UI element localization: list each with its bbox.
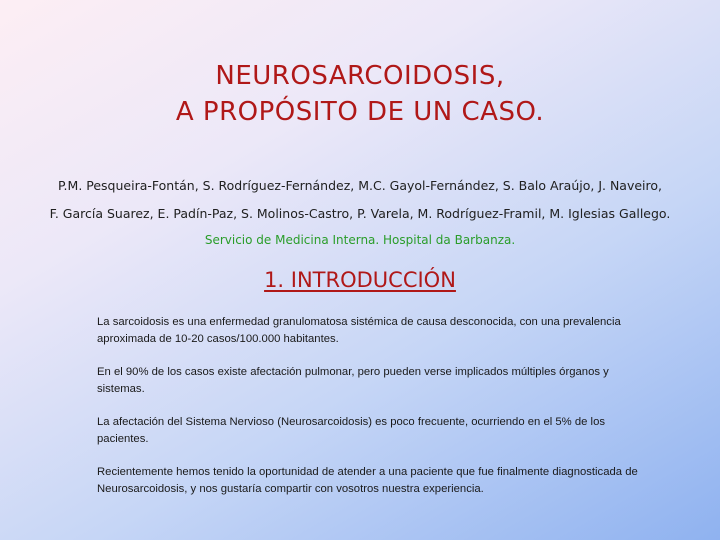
paragraph: Recientemente hemos tenido la oportunidad de atender a una paciente que fue finalmente diagnosticada de Neurosarcoidosis, y nos gustaría compartir con vosotros nuestra experiencia. bbox=[97, 466, 638, 495]
author-list bbox=[20, 172, 700, 228]
intro-body bbox=[97, 314, 642, 514]
paragraph: La afectación del Sistema Nervioso (Neurosarcoidosis) es poco frecuente, ocurriendo en el 5% de los pacientes. bbox=[97, 416, 606, 445]
section-heading bbox=[0, 266, 720, 294]
paragraph: En el 90% de los casos existe afectación pulmonar, pero pueden verse implicados múltiples órganos y sistemas. bbox=[97, 366, 609, 395]
author-line-2: F. García Suarez, E. Padín-Paz, S. Molinos-Castro, P. Varela, M. Rodríguez-Framil, M. Iglesias Gallego. bbox=[49, 206, 671, 221]
title-line-2: A PROPÓSITO DE UN CASO. bbox=[175, 97, 545, 127]
affiliation: Servicio de Medicina Interna. Hospital da Barbanza. bbox=[204, 233, 516, 247]
section-heading-text: 1. INTRODUCCIÓN bbox=[264, 268, 456, 292]
paragraph: La sarcoidosis es una enfermedad granulomatosa sistémica de causa desconocida, con una prevalencia aproximada de 10-20 casos/100.000 habitantes. bbox=[97, 316, 621, 345]
author-line-1: P.M. Pesqueira-Fontán, S. Rodríguez-Fernández, M.C. Gayol-Fernández, S. Balo Araújo, J. Naveiro, bbox=[57, 178, 663, 193]
title-line-1: NEUROSARCOIDOSIS, bbox=[215, 61, 505, 91]
page-title bbox=[0, 58, 720, 130]
